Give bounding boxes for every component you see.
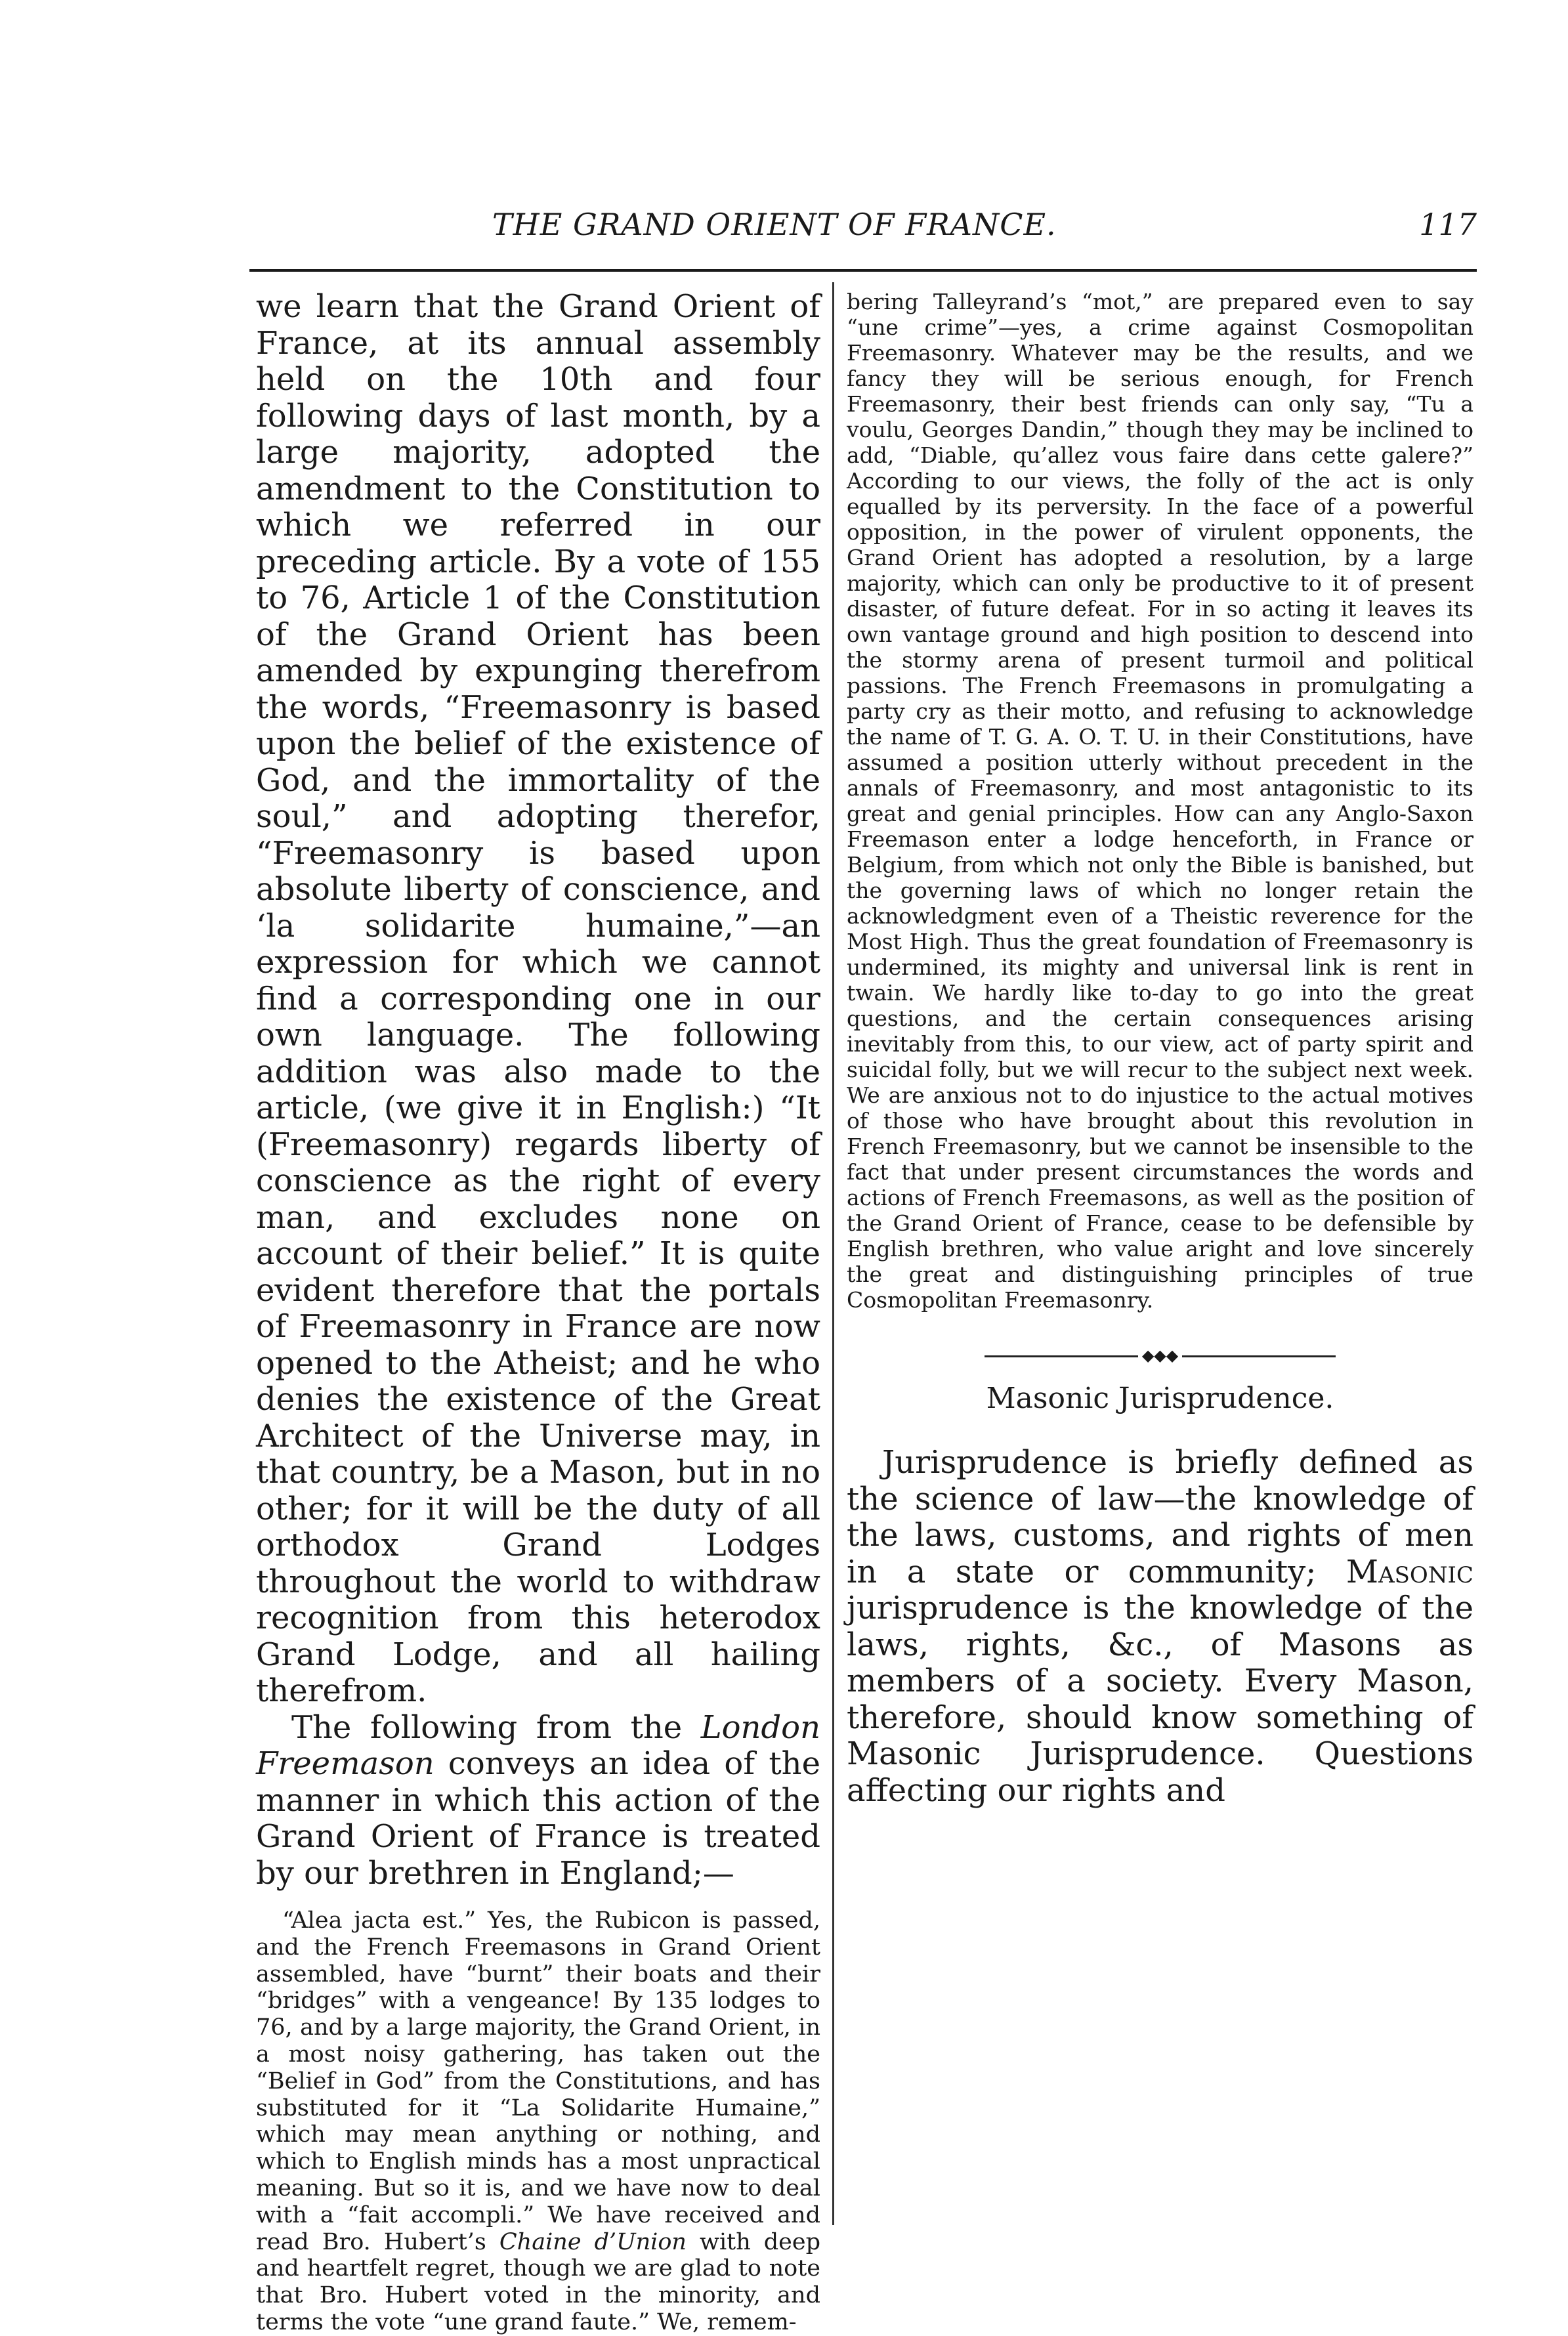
left-paragraph-2-end: conveys an idea of the manner in which this action of the Grand Orient of France is treated by our brethren in England;— [256,1745,820,1892]
section-body [847,1445,1473,1809]
page-number: 117 [1419,207,1477,242]
right-column [847,289,1473,1809]
right-paragraph-continued: bering Talleyrand’s “mot,” are prepared even to say “une crime”—yes, a crime against Cosmopolitan Freemasonry. Whatever may be the results, and we fancy they will be serious enough, for French Freemasonry, their best friends can only say, “Tu a voulu, Georges Dandin,” though they may be inclined to add, “Diable, qu’allez vous faire dans cette galere?” According to our views, the folly of the act is only equalled by its perversity. In the face of a powerful opposition, in the power of virulent opponents, the Grand Orient has adopted a resolution, by a large majority, which can only be productive to it of present disaster, of future defeat. For in so acting it leaves its own vantage ground and high position to descend into the stormy arena of present turmoil and political passions. The French Freemasons in promulgating a party cry as their motto, and refusing to acknowledge the name of T. G. A. O. T. U. in their Constitutions, have assumed a position utterly without precedent in the annals of Freemasonry, and most antagonistic to its great and genial principles. How can any Anglo-Saxon Freemason enter a lodge henceforth, in France or Belgium, from which not only the Bible is banished, but the governing laws of which no longer retain the acknowledgment even of a Theistic reverence for the Most High. Thus the great foundation of Freemasonry is undermined, its mighty and universal link is rent in twain. We hardly like to-day to go into the great questions, and the certain consequences arising inevitably from this, to our view, act of party spirit and suicidal folly, but we will recur to the subject next week. We are anxious not to do injustice to the actual motives of those who have brought about this revolution in French Freemasonry, but we cannot be insensible to the fact that under present circumstances the words and actions of French Freemasons, as well as the position of the Grand Orient of France, cease to be defensible by English brethren, who value aright and love sincerely the great and distinguishing principles of true Cosmopolitan Freemasonry. [847,289,1473,1313]
section-ornament [847,1346,1473,1365]
masonic-smallcaps: Masonic [1346,1553,1473,1590]
header-rule [249,269,1477,272]
page-header [243,207,1477,253]
column-divider [832,282,834,2225]
section-heading: Masonic Jurisprudence. [986,1382,1334,1415]
section-body-part-2: jurisprudence is the knowledge of the laws, rights, &c., of Masons as members of a society. Every Mason, therefore, should know something of Masonic Jurisprudence. Questions affecting our rights and [847,1590,1473,1809]
quoted-extract [256,1907,820,2336]
ornament-diamonds: ◆◆◆ [1138,1346,1182,1365]
chaine-dunion-title: Chaine d’Union [499,2228,687,2255]
left-paragraph-1: we learn that the Grand Orient of France, at its annual assembly held on the 10th and four following days of last month, by a large majority, adopted the amendment to the Constitution to which we referred in our preceding article. By a vote of 155 to 76, Article 1 of the Constitution of the Grand Orient has been amended by expunging therefrom the words, “Freemasonry is based upon the belief of the existence of God, and the immortality of the soul,” and adopting therefor, “Freemasonry is based upon absolute liberty of conscience, and ‘la solidarite humaine,”—an expression for which we cannot find a corresponding one in our own language. The following addition was also made to the article, (we give it in English:) “It (Freemasonry) regards liberty of conscience as the right of every man, and excludes none on account of their belief.” It is quite evident therefore that the portals of Freemasonry in France are now opened to the Atheist; and he who denies the existence of the Great Architect of the Universe may, in that country, be a Mason, but in no other; for it will be the duty of all orthodox Grand Lodges throughout the world to withdraw recognition from this heterodox Grand Lodge, and all hailing therefrom. [256,288,820,1709]
left-column [256,289,820,2336]
quote-end: with deep and heartfelt regret, though we are glad to note that Bro. Hubert voted in the minority, and terms the vote “une grand faute.” We, remem- [256,2228,821,2335]
section-body-part-1: Jurisprudence is briefly defined as the science of law—the knowledge of the laws, customs, and rights of men in a state or community; [847,1444,1473,1590]
london-freemason-title: London Freemason [256,1709,820,1782]
left-paragraph-2 [256,1710,820,1892]
left-paragraph-2-start: The following from the [291,1709,701,1746]
running-title: THE GRAND ORIENT OF FRANCE. [492,207,1057,242]
quote-start: “Alea jacta est.” Yes, the Rubicon is passed, and the French Freemasons in Grand Orient assembled, have “burnt” their boats and their “bridges” with a vengeance! By 135 lodges to 76, and by a large majority, the Grand Orient, in a most noisy gathering, has taken out the “Belief in God” from the Constitutions, and has substituted for it “La Solidarite Humaine,” which may mean anything or nothing, and which to English minds has a most unpractical meaning. But so it is, and we have now to deal with a “fait accompli.” We have received and read Bro. Hubert’s [256,1907,820,2255]
